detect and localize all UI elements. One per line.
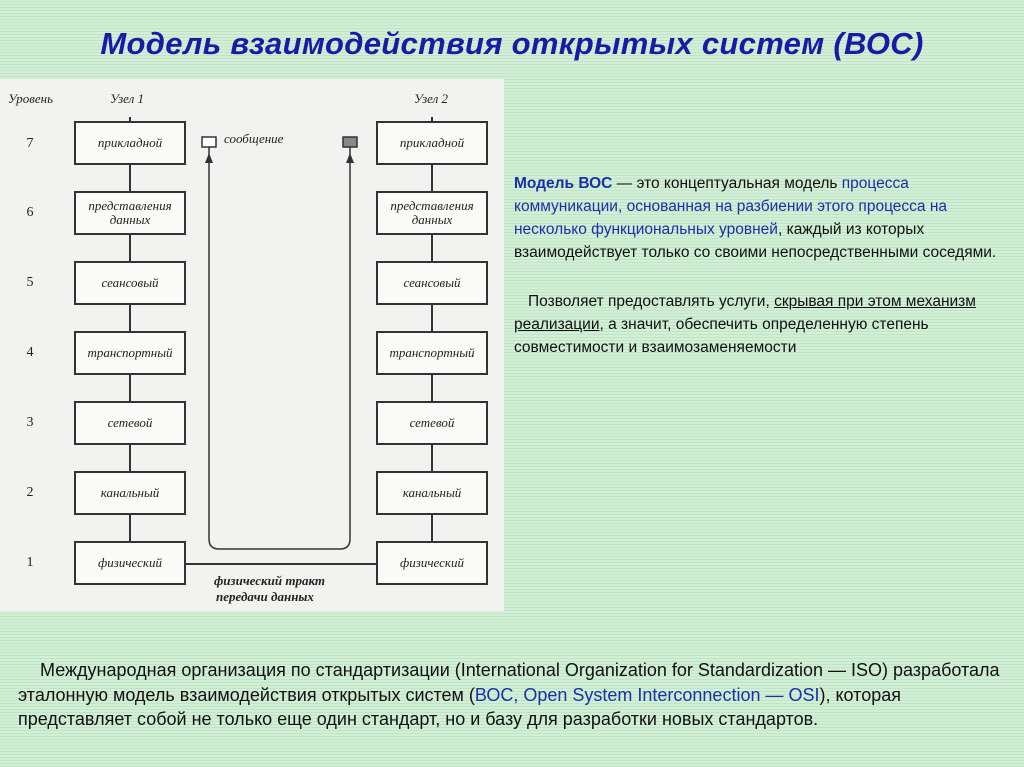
message-square-left xyxy=(202,137,216,147)
p2-underlined: скрывая при этом механизм реализации xyxy=(514,293,976,333)
node2-box-session: сеансовый xyxy=(376,261,488,305)
level-number: 2 xyxy=(26,485,34,500)
description-text: это концептуальная модель xyxy=(636,175,842,192)
footer-text-end: ), которая представляет собой не только еще один стандарт, но и базу для разработки новых стандартов. xyxy=(18,684,901,729)
footer-text: Международная организация по стандартизации (International Organization for Standardization — ISO) разработала эталонную модель взаимодействия открытых систем ( xyxy=(18,660,1000,705)
node1-box-presentation: представления данных xyxy=(74,191,186,235)
node1-box-application: прикладной xyxy=(74,121,186,165)
page-title: Модель взаимодействия открытых систем (ВОС) xyxy=(100,26,924,61)
node1-header: Узел 1 xyxy=(110,91,145,106)
description-paragraph-2 xyxy=(514,290,1014,359)
level-number: 3 xyxy=(26,415,34,430)
node2-box-datalink: канальный xyxy=(376,471,488,515)
footer-paragraph xyxy=(18,658,1008,732)
p2-text-end: , а значит, обеспечить определенную степень совместимости и взаимозаменяемости xyxy=(514,316,929,356)
level-number: 4 xyxy=(26,345,34,360)
node1-box-datalink: канальный xyxy=(74,471,186,515)
path-label-line1: физический тракт xyxy=(214,573,325,588)
node1-box-session: сеансовый xyxy=(74,261,186,305)
node2-box-physical: физический xyxy=(376,541,488,585)
node1-box-physical: физический xyxy=(74,541,186,585)
path-label-line2: передачи данных xyxy=(216,589,314,604)
node2-box-network: сетевой xyxy=(376,401,488,445)
description-highlight: процесса коммуникации, основанная на разбиении этого процесса на несколько функциональных уровней xyxy=(514,175,947,238)
node2-box-application: прикладной xyxy=(376,121,488,165)
footer-highlight: ВОС, Open System Interconnection — OSI xyxy=(474,684,820,705)
message-square-right xyxy=(343,137,357,147)
node2-box-transport: транспортный xyxy=(376,331,488,375)
osi-diagram xyxy=(0,79,504,611)
description-text-end: , каждый из которых взаимодействует только со своими непосредственными соседями. xyxy=(514,221,997,261)
level-number: 5 xyxy=(26,275,34,290)
description-block xyxy=(514,172,1014,359)
node2-box-presentation: представления данных xyxy=(376,191,488,235)
node2-header: Узел 2 xyxy=(414,91,449,106)
message-label: сообщение xyxy=(224,131,284,146)
term: Модель ВОС xyxy=(514,175,613,192)
dash: — xyxy=(612,175,637,192)
level-number: 6 xyxy=(26,205,34,220)
level-number: 1 xyxy=(26,555,34,570)
description-paragraph-1 xyxy=(514,172,1014,264)
p2-text: Позволяет предоставлять услуги, xyxy=(528,293,775,310)
level-number: 7 xyxy=(26,136,34,151)
node1-box-transport: транспортный xyxy=(74,331,186,375)
level-header: Уровень xyxy=(8,91,54,106)
node1-box-network: сетевой xyxy=(74,401,186,445)
